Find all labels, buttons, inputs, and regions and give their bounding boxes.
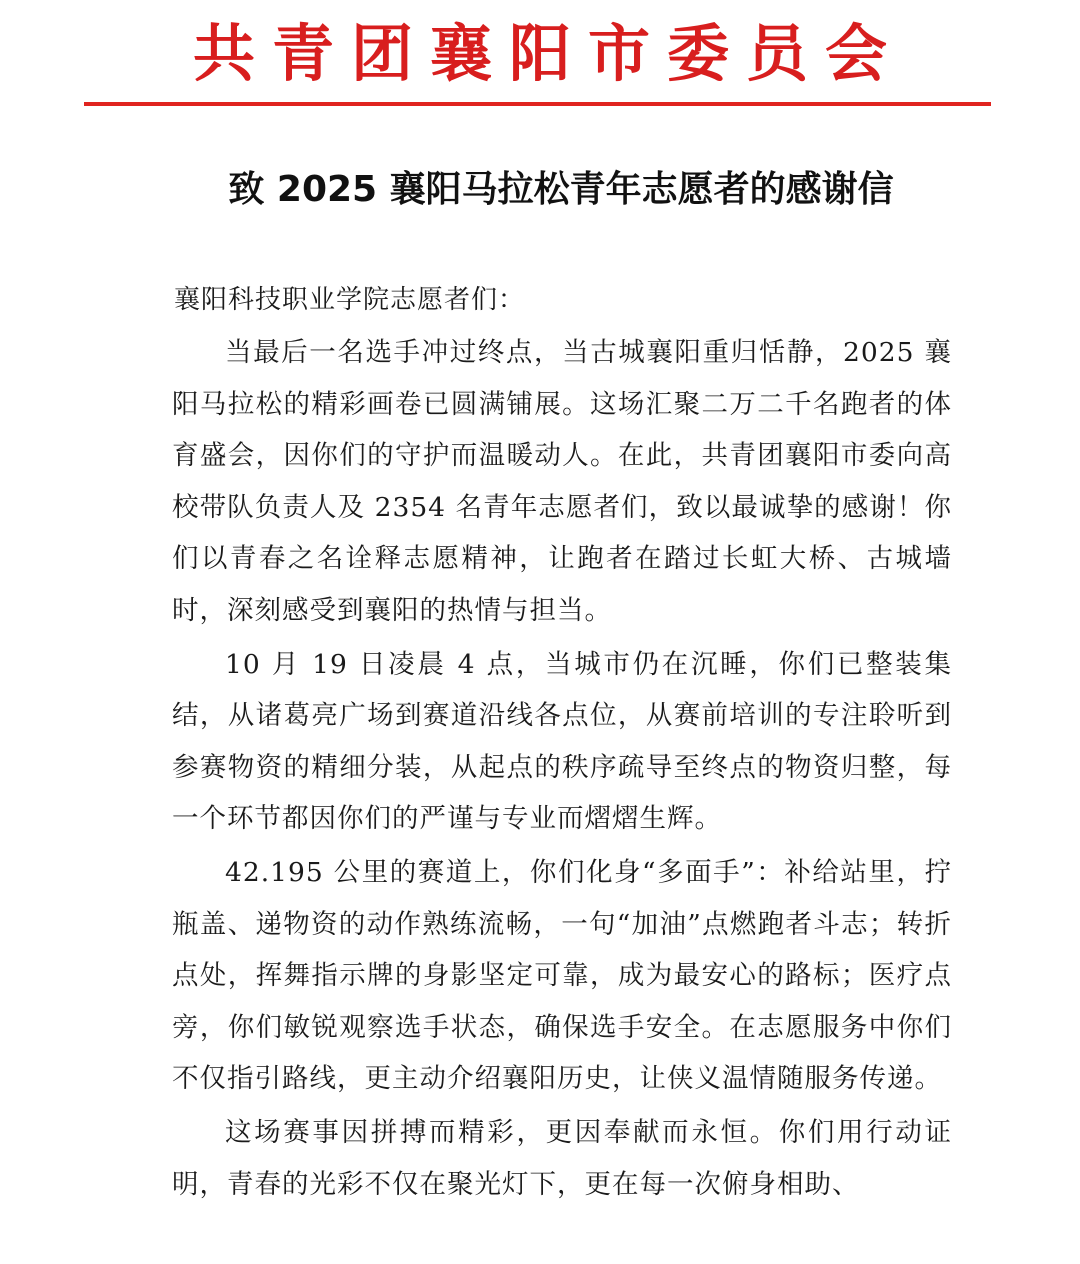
letter-title: 致 2025 襄阳马拉松青年志愿者的感谢信 [228,169,894,210]
salutation: 襄阳科技职业学院志愿者们： [174,285,526,315]
letterhead-org-name: 共青团襄阳市委员会 [192,17,904,90]
letter-body [172,327,952,1210]
letterhead-red-rule [84,102,991,106]
paragraph-2: 10 月 19 日凌晨 4 点，当城市仍在沉睡，你们已整装集结，从诸葛亮广场到赛道沿线各点位，从赛前培训的专注聆听到参赛物资的精细分装，从起点的秩序疏导至终点的物资归整，每一个环节都因你们的严谨与专业而熠熠生辉。 [172,648,952,835]
paragraph-4: 这场赛事因拼搏而精彩，更因奉献而永恒。你们用行动证明，青春的光彩不仅在聚光灯下，更在每一次俯身相助、 [172,1116,952,1200]
paragraph-1: 当最后一名选手冲过终点，当古城襄阳重归恬静，2025 襄阳马拉松的精彩画卷已圆满铺展。这场汇聚二万二千名跑者的体育盛会，因你们的守护而温暖动人。在此，共青团襄阳市委向高校带队负责人及 2354 名青年志愿者们，致以最诚挚的感谢！你们以青春之名诠释志愿精神，让跑者在踏过长虹大桥、古城墙时，深刻感受到襄阳的热情与担当。 [172,337,952,626]
paragraph-3: 42.195 公里的赛道上，你们化身“多面手”：补给站里，拧瓶盖、递物资的动作熟练流畅，一句“加油”点燃跑者斗志；转折点处，挥舞指示牌的身影坚定可靠，成为最安心的路标；医疗点旁，你们敏锐观察选手状态，确保选手安全。在志愿服务中你们不仅指引路线，更主动介绍襄阳历史，让侠义温情随服务传递。 [172,856,952,1095]
